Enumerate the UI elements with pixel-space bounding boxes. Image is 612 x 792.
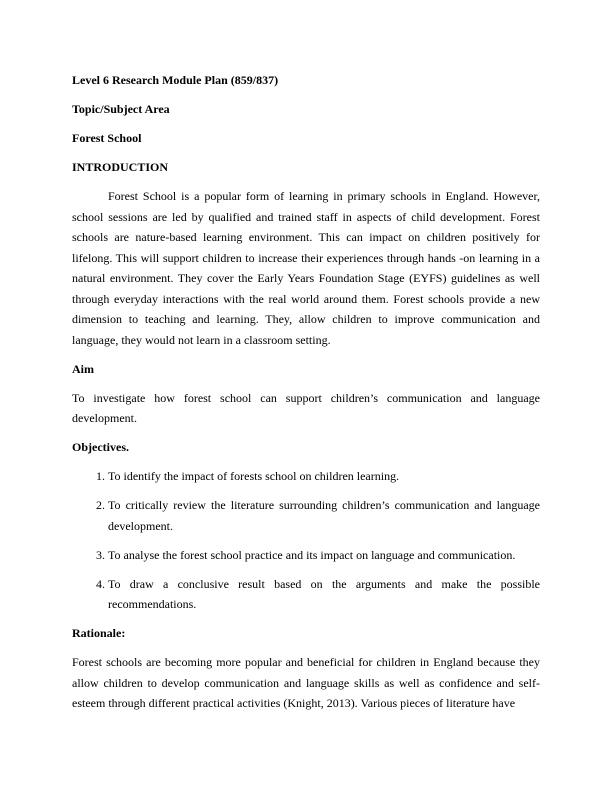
objective-item: 2. To critically review the literature surrounding children’s communication and language development. [108,495,540,536]
objective-item: 4. To draw a conclusive result based on the arguments and make the possible recommendations. [108,574,540,615]
objectives-list [72,466,540,615]
aim-paragraph: To investigate how forest school can support children’s communication and language development. [72,390,540,425]
objective-item: 3. To analyse the forest school practice and its impact on language and communication. [108,545,540,566]
objective-item: 1. To identify the impact of forests school on children learning. [108,466,540,487]
rationale-heading: Rationale: [72,626,126,640]
aim-heading: Aim [72,361,94,376]
introduction-heading: INTRODUCTION [72,160,169,174]
objectives-heading: Objectives. [72,440,129,454]
introduction-paragraph: Forest School is a popular form of learning in primary schools in England. However, school sessions are led by qualified and trained staff in aspects of child development. Forest schools are nature-based learning environment. This can impact on children positively for lifelong. This will support children to increase their experiences through hands -on learning in a natural environment. They cover the Early Years Foundation Stage (EYFS) guidelines as well through everyday interactions with the real world around them. Forest schools provide a new dimension to teaching and learning. They, allow children to improve communication and language, they would not learn in a classroom setting. [72,189,540,347]
topic-heading: Topic/Subject Area [72,102,170,116]
topic-title: Forest School [72,131,142,145]
rationale-paragraph: Forest schools are becoming more popular and beneficial for children in England because they allow children to develop communication and language skills as well as confidence and self-esteem through different practical activities (Knight, 2013). Various pieces of literature have [72,655,540,710]
module-title: Level 6 Research Module Plan (859/837) [72,73,279,87]
document-body [72,70,540,722]
